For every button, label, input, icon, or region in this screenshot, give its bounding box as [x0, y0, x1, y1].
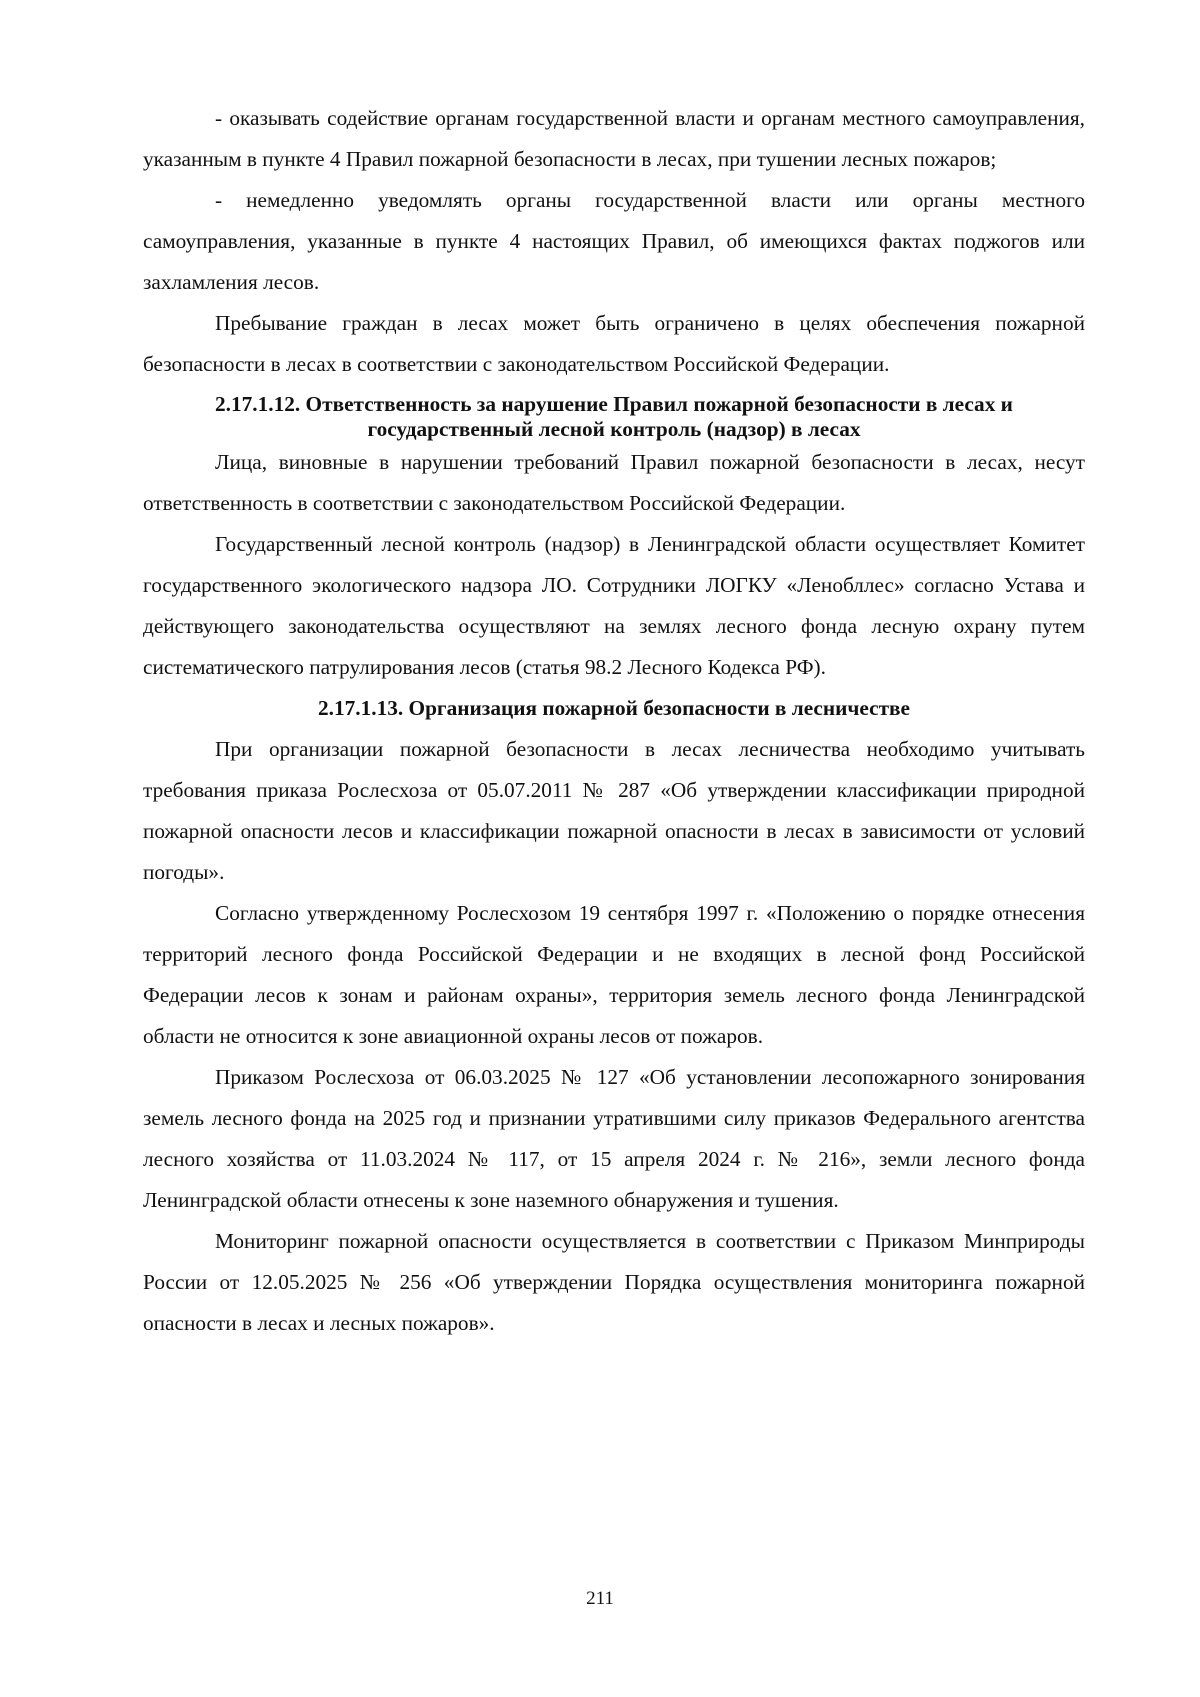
section-heading-responsibility — [143, 385, 1085, 442]
paragraph-liability: Лица, виновные в нарушении требований Правил пожарной безопасности в лесах, несут ответственность в соответствии с законодательством Российской Федерации. — [143, 450, 1085, 515]
paragraph-forest-control: Государственный лесной контроль (надзор) в Ленинградской области осуществляет Комитет государственного экологического надзора ЛО. Сотрудники ЛОГКУ «Ленобллес» согласно Устава и действующего законодательства осуществляют на землях лесного фонда лесную охрану путем систематического патрулирования лесов (статья 98.2 Лесного Кодекса РФ). — [143, 532, 1085, 679]
section-heading-organization: 2.17.1.13. Организация пожарной безопасности в лесничестве — [318, 696, 910, 720]
section-heading-line: государственный лесной контроль (надзор) в лесах — [367, 417, 861, 441]
section-heading-line: 2.17.1.12. Ответственность за нарушение Правил пожарной безопасности в лесах и — [215, 392, 1013, 416]
paragraph-notify-authorities: - немедленно уведомлять органы государственной власти или органы местного самоуправления, указанные в пункте 4 настоящих Правил, об имеющихся фактах поджогов или захламления лесов. — [143, 188, 1085, 294]
paragraph-assist-authorities: - оказывать содействие органам государственной власти и органам местного самоуправления, указанным в пункте 4 Правил пожарной безопасности в лесах, при тушении лесных пожаров; — [143, 106, 1085, 171]
paragraph-monitoring: Мониторинг пожарной опасности осуществляется в соответствии с Приказом Минприроды России от 12.05.2025 № 256 «Об утверждении Порядка осуществления мониторинга пожарной опасности в лесах и лесных пожаров». — [143, 1229, 1085, 1335]
document-page — [143, 98, 1085, 1344]
paragraph-protection-zones: Согласно утвержденному Рослесхозом 19 сентября 1997 г. «Положению о порядке отнесения территорий лесного фонда Российской Федерации и не входящих в лесной фонд Российской Федерации лесов к зонам и районам охраны», территория земель лесного фонда Ленинградской области не относится к зоне авиационной охраны лесов от пожаров. — [143, 901, 1085, 1048]
paragraph-stay-restriction: Пребывание граждан в лесах может быть ограничено в целях обеспечения пожарной безопасности в лесах в соответствии с законодательством Российской Федерации. — [143, 311, 1085, 376]
page-number: 211 — [586, 1588, 614, 1609]
paragraph-classification-order: При организации пожарной безопасности в лесах лесничества необходимо учитывать требования приказа Рослесхоза от 05.07.2011 № 287 «Об утверждении классификации природной пожарной опасности лесов и классификации пожарной опасности в лесах в зависимости от условий погоды». — [143, 737, 1085, 884]
paragraph-zoning-order: Приказом Рослесхоза от 06.03.2025 № 127 «Об установлении лесопожарного зонирования земель лесного фонда на 2025 год и признании утратившими силу приказов Федерального агентства лесного хозяйства от 11.03.2024 № 117, от 15 апреля 2024 г. № 216», земли лесного фонда Ленинградской области отнесены к зоне наземного обнаружения и тушения. — [143, 1065, 1085, 1212]
